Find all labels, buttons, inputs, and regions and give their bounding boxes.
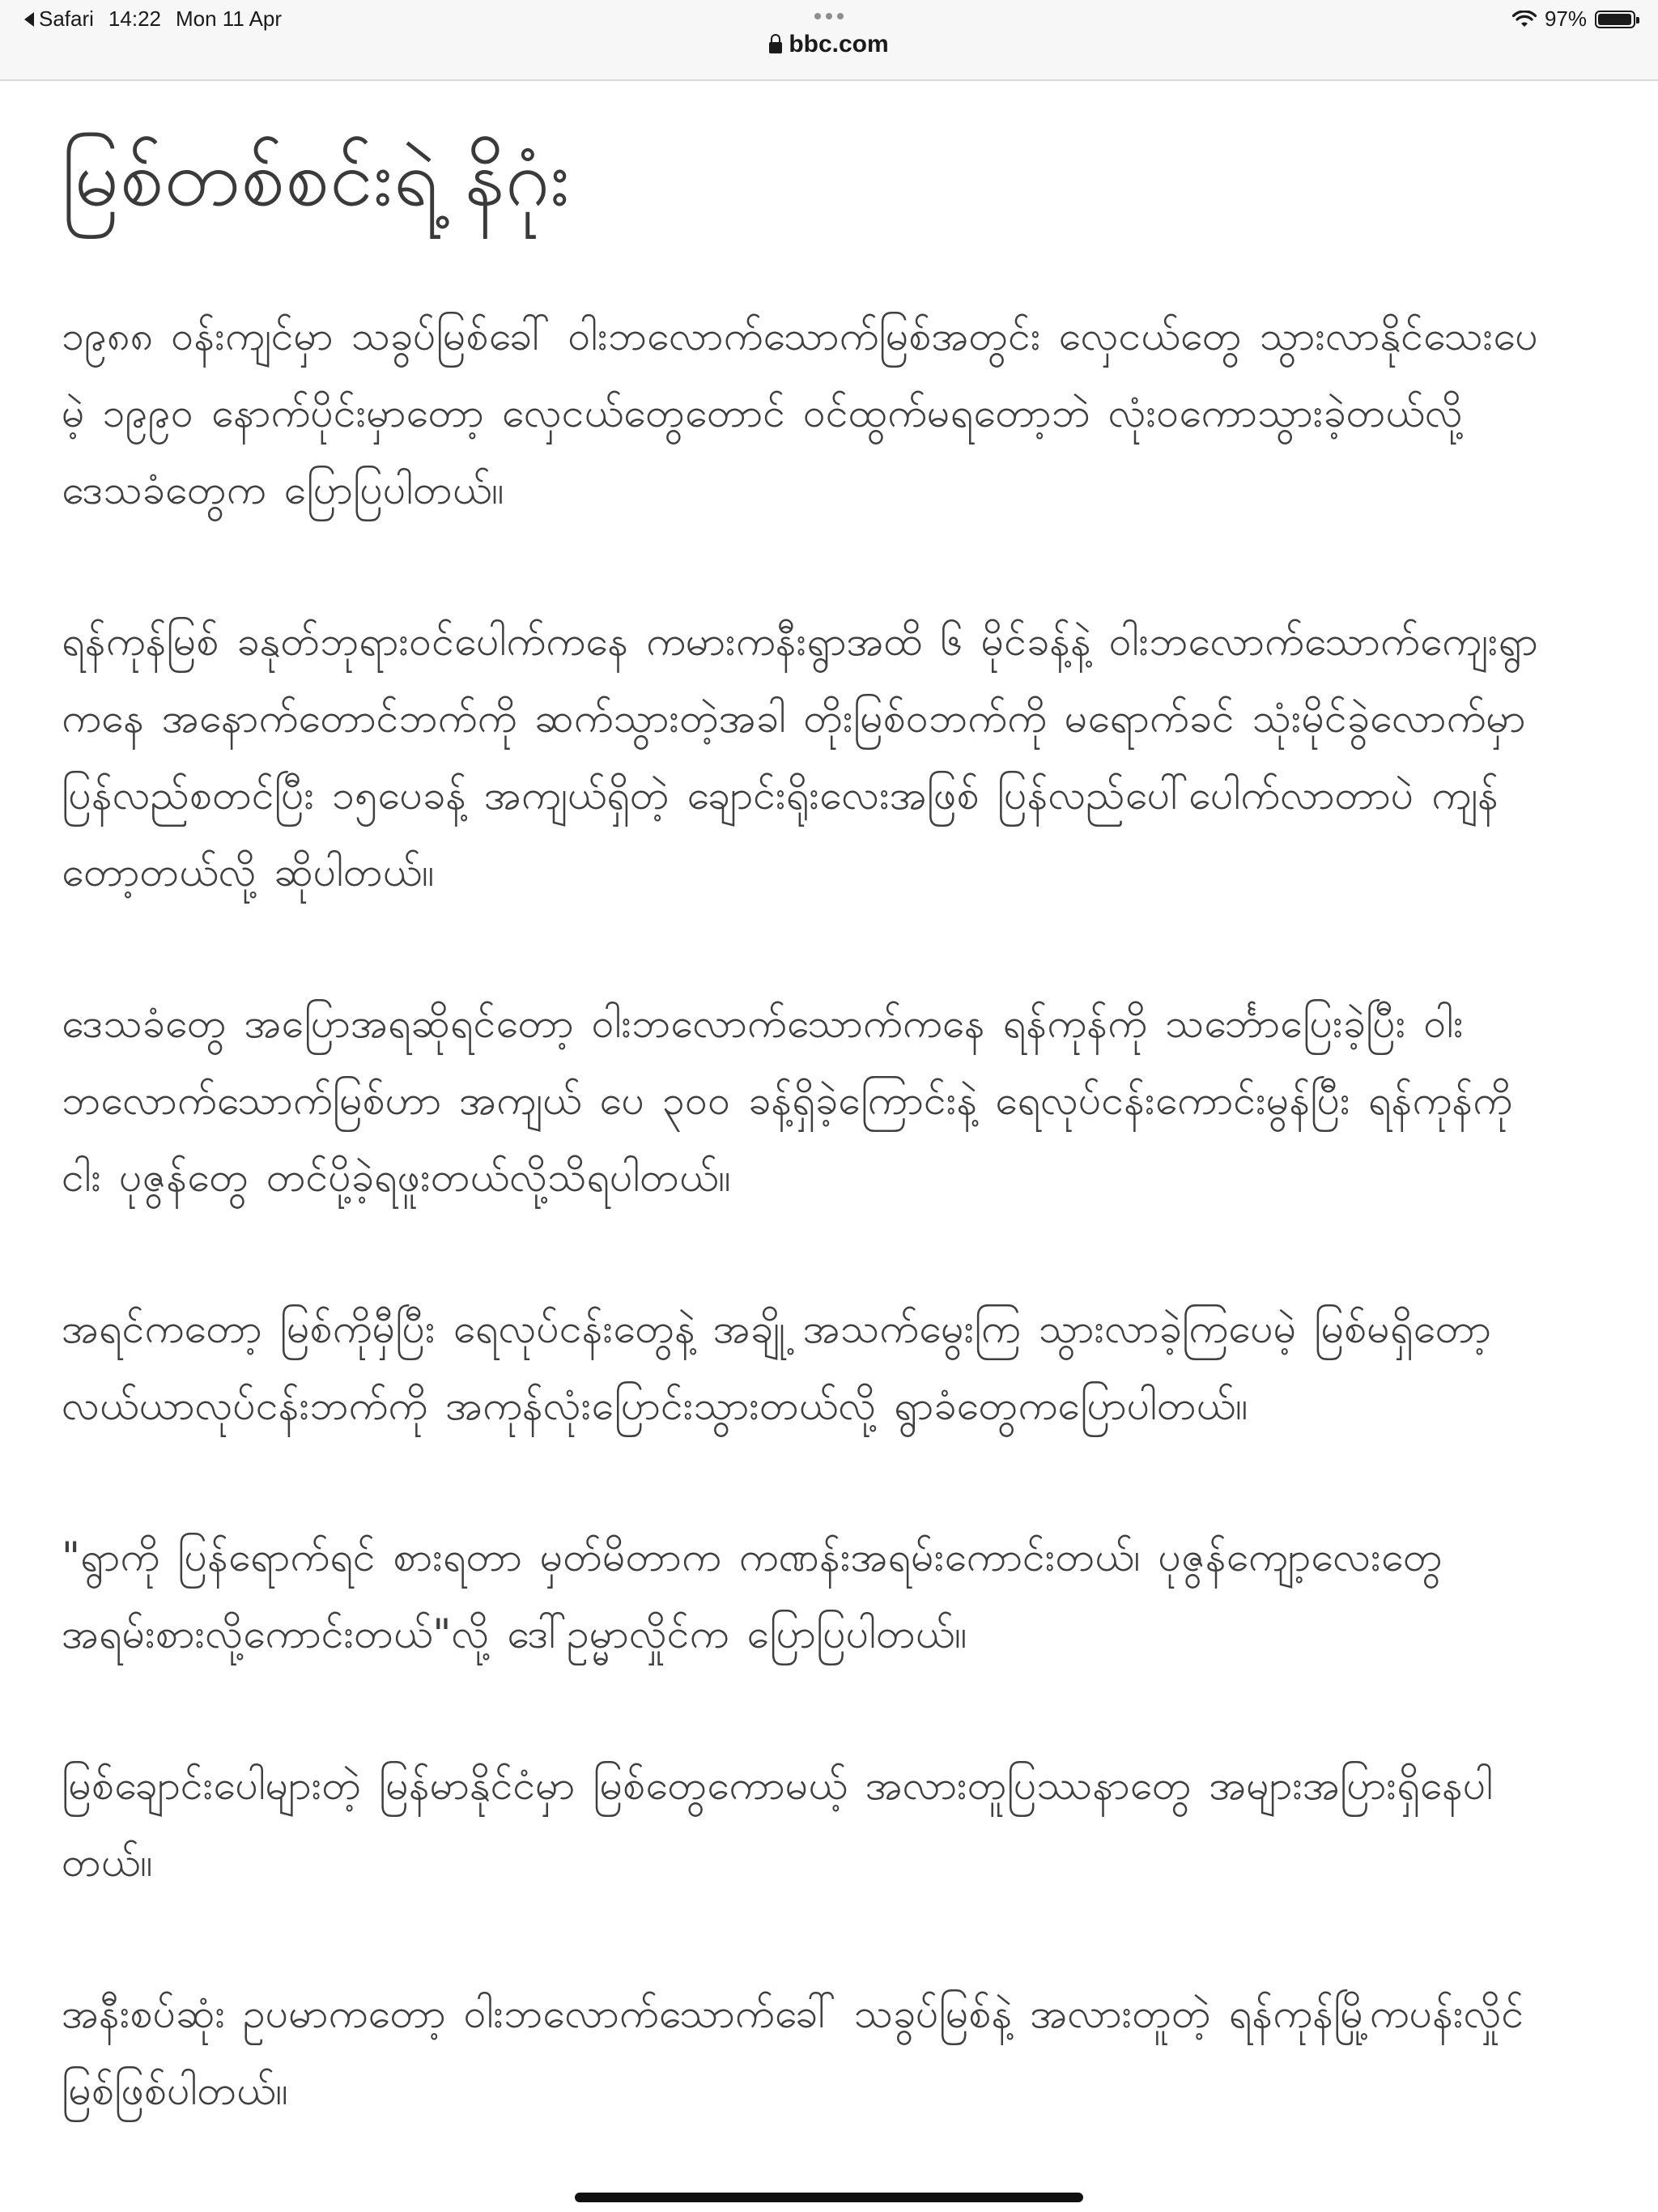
article — [62, 105, 1551, 2204]
home-indicator[interactable] — [575, 2193, 1083, 2202]
article-paragraph: ရန်ကုန်မြစ် ခနုတ်ဘုရားဝင်ပေါက်ကနေ ကမားကနီးရွာအထိ ၆ မိုင်ခန့်နဲ့ ဝါးဘလောက်သောက်ကျေးရွာကနေ အနောက်တောင်ဘက်ကို ဆက်သွားတဲ့အခါ တိုးမြစ်ဝဘက်ကို မရောက်ခင် သုံးမိုင်ခွဲလောက်မှာ ပြန်လည်စတင်ပြီး ၁၅ပေခန့် အကျယ်ရှိတဲ့ ချောင်းရိုးလေးအဖြစ် ပြန်လည်ပေါ်ပေါက်လာတာပဲ ကျန်တော့တယ်လို့ ဆိုပါတယ်။ — [62, 618, 1538, 895]
status-time: 14:22 — [108, 6, 161, 31]
status-bar — [0, 0, 1658, 39]
article-paragraph: "ရွာကို ပြန်ရောက်ရင် စားရတာ မှတ်မိတာက ကဏန်းအရမ်းကောင်းတယ်၊ ပုဇွန်ကျော့လေးတွေ အရမ်းစားလို့ကောင်းတယ်"လို့ ဒေါ်ဥမ္မာလှိုင်က ပြောပြပါတယ်။ — [62, 1534, 1443, 1657]
article-paragraph: အနီးစပ်ဆုံး ဥပမာကတော့ ဝါးဘလောက်သောက်ခေါ် သခွပ်မြစ်နဲ့ အလားတူတဲ့ ရန်ကုန်မြို့ကပန်းလှိုင်မြစ်ဖြစ်ပါတယ်။ — [62, 1990, 1524, 2114]
url-text: bbc.com — [789, 31, 889, 57]
back-to-app-button[interactable] — [24, 6, 94, 32]
article-paragraph: အရင်ကတော့ မြစ်ကိုမှီပြီး ရေလုပ်ငန်းတွေနဲ့ အချို့ အသက်မွေးကြ သွားလာခဲ့ကြပေမဲ့ မြစ်မရှိတော့ လယ်ယာလုပ်ငန်းဘက်ကို အကုန်လုံးပြောင်းသွားတယ်လို့ ရွာခံတွေကပြောပါတယ်။ — [62, 1305, 1491, 1429]
lock-icon — [769, 42, 782, 53]
back-triangle-icon — [24, 12, 34, 27]
article-headline: မြစ်တစ်စင်းရဲ့ နိဂုံး — [62, 133, 571, 223]
wifi-icon — [1512, 11, 1537, 28]
battery-fill — [1598, 14, 1631, 25]
article-paragraph: ဒေသခံတွေ အပြောအရဆိုရင်တော့ ဝါးဘလောက်သောက်ကနေ ရန်ကုန်ကို သင်္ဘောပြေးခဲ့ပြီး ဝါးဘလောက်သောက်မြစ်ဟာ အကျယ် ပေ ၃၀၀ ခန့်ရှိခဲ့ကြောင်းနဲ့ ရေလုပ်ငန်းကောင်းမွန်ပြီး ရန်ကုန်ကို ငါး ပုဇွန်တွေ တင်ပို့ခဲ့ရဖူးတယ်လို့သိရပါတယ်။ — [62, 1000, 1513, 1201]
status-date: Mon 11 Apr — [176, 6, 283, 31]
battery-percent: 97% — [1544, 6, 1587, 31]
article-paragraph: ၁၉၈၈ ဝန်းကျင်မှာ သခွပ်မြစ်ခေါ် ဝါးဘလောက်သောက်မြစ်အတွင်း လှေငယ်တွေ သွားလာနိုင်သေးပေမဲ့ ၁၉၉၀ နောက်ပိုင်းမှာတော့ လှေငယ်တွေတောင် ဝင်ထွက်မရတော့ဘဲ လုံးဝကောသွားခဲ့တယ်လို့ ဒေသခံတွေက ပြောပြပါတယ်။ — [62, 313, 1538, 513]
back-app-label: Safari — [39, 6, 94, 31]
article-paragraph: မြစ်ချောင်းပေါများတဲ့ မြန်မာနိုင်ငံမှာ မြစ်တွေကောမယ့် အလားတူပြဿနာတွေ အများအပြားရှိနေပါတယ်။ — [62, 1762, 1493, 1886]
battery-icon — [1595, 11, 1635, 28]
